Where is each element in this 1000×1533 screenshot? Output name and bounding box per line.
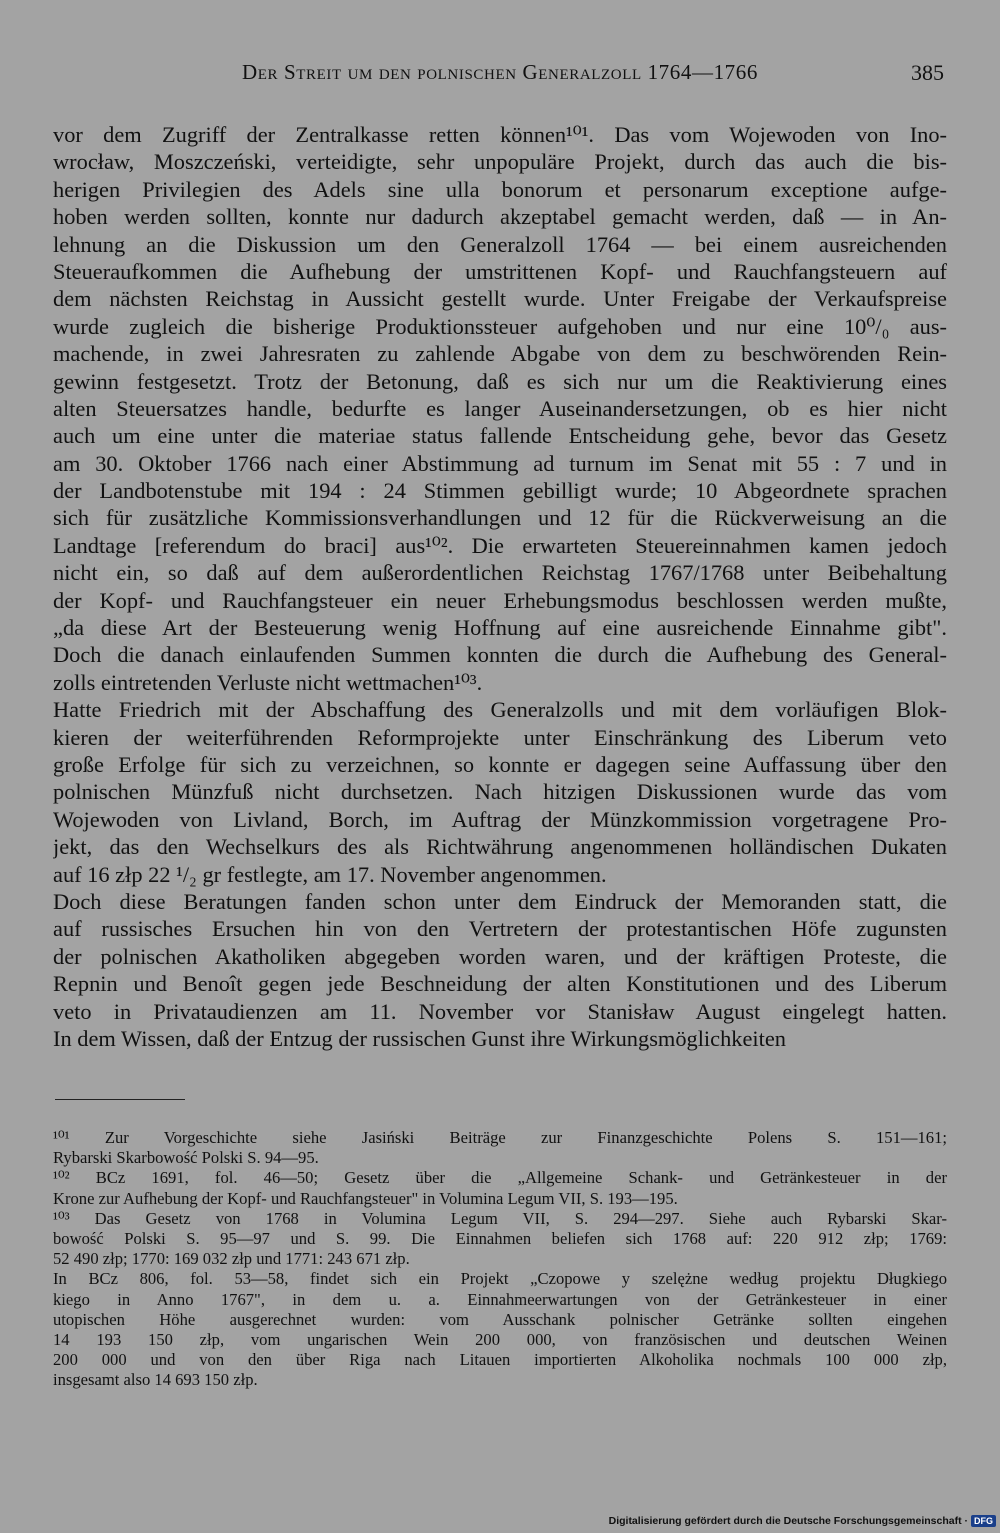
footnote-line: ¹⁰² BCz 1691, fol. 46—50; Gesetz über die „Allgemeine Schank- und Getränkesteuer in der <box>53 1168 947 1188</box>
body-line: sich für zusätzliche Kommissionsverhandlungen und 12 für die Rückverweisung an die <box>53 505 947 531</box>
body-line: Wojewoden von Livland, Borch, im Auftrag der Münzkommission vorgetragene Pro- <box>53 806 947 832</box>
body-line: dem nächsten Reichstag in Aussicht gestellt wurde. Unter Freigabe der Verkaufspreise <box>53 286 947 312</box>
footnote-line: ¹⁰¹ Zur Vorgeschichte siehe Jasiński Beiträge zur Finanzgeschichte Polens S. 151—161; <box>53 1128 947 1147</box>
body-line: wurde zugleich die bisherige Produktionssteuer aufgehoben und nur eine 10⁰/₀ aus- <box>53 313 947 339</box>
footnote-line: In BCz 806, fol. 53—58, findet sich ein Projekt „Czopowe y szelężne według projektu Długkiego <box>53 1269 947 1289</box>
footnote-line: kiego in Anno 1767", in dem u. a. Einnahmeerwartungen von der Getränkesteuer in einer <box>53 1289 947 1309</box>
body-line: Doch diese Beratungen fanden schon unter dem Eindruck der Memoranden statt, die <box>53 888 947 914</box>
footnote-line: bowość Polski S. 95—97 und S. 99. Die Einnahmen beliefen sich 1768 auf: 220 912 złp; 1769: <box>53 1228 947 1248</box>
body-line: Repnin und Benoît gegen jede Beschneidung der alten Konstitutionen und des Liberum <box>53 971 947 997</box>
footnote-line: utopischen Höhe ausgerechnet wurden: vom Ausschank polnischer Getränke sollten eingehen <box>53 1309 947 1329</box>
body-line: vor dem Zugriff der Zentralkasse retten können¹⁰¹. Das vom Wojewoden von Ino- <box>53 122 947 147</box>
footnote-line: 14 193 150 złp, vom ungarischen Wein 200 000, von französischen und deutschen Weinen <box>53 1329 947 1349</box>
body-line: alten Steuersatzes handle, bedurfte es langer Auseinandersetzungen, ob es hier nicht <box>53 395 947 421</box>
footnote-line: 52 490 złp; 1770: 169 032 złp und 1771: 243 671 złp. <box>53 1249 410 1269</box>
body-line: auch um eine unter die materiae status fallende Entscheidung gehe, bevor das Gesetz <box>53 423 947 449</box>
digitization-banner <box>609 1513 996 1529</box>
body-line: der polnischen Akatholiken abgegeben worden waren, und der kräftigen Proteste, die <box>53 943 947 969</box>
body-text <box>53 121 947 1052</box>
page-number: 385 <box>911 60 944 85</box>
body-line: lehnung an die Diskussion um den Generalzoll 1764 — bei einem ausreichenden <box>53 231 947 257</box>
footnote-line: 200 000 und von den über Riga nach Litauen importierten Alkoholika nochmals 100 000 złp, <box>53 1350 947 1370</box>
footnote-line: insgesamt also 14 693 150 złp. <box>53 1370 258 1390</box>
body-line: machende, in zwei Jahresraten zu zahlende Abgabe von dem zu beschwörenden Rein- <box>53 341 947 367</box>
body-line: der Landbotenstube mit 194 : 24 Stimmen gebilligt wurde; 10 Abgeordnete sprachen <box>53 478 947 504</box>
running-title: Der Streit um den polnischen Generalzoll 1764—1766 <box>242 60 758 84</box>
body-line: der Kopf- und Rauchfangsteuer ein neuer Erhebungsmodus beschlossen werden mußte, <box>53 587 947 613</box>
body-line: veto in Privataudienzen am 11. November vor Stanisław August eingelegt hatten. <box>53 998 947 1024</box>
footnote-line: Rybarski Skarbowość Polski S. 94—95. <box>53 1148 319 1168</box>
body-line: jekt, das den Wechselkurs des als Richtwährung angenommenen holländischen Dukaten <box>53 834 947 860</box>
body-line: herigen Privilegien des Adels sine ulla bonorum et personarum exceptione aufge- <box>53 176 947 202</box>
body-line: Steueraufkommen die Aufhebung der umstrittenen Kopf- und Rauchfangsteuern auf <box>53 258 947 284</box>
body-line: In dem Wissen, daß der Entzug der russischen Gunst ihre Wirkungsmöglichkeiten <box>53 1025 786 1051</box>
footnote-line: Krone zur Aufhebung der Kopf- und Rauchfangsteuer" in Volumina Legum VII, S. 193—195. <box>53 1188 678 1208</box>
footnote-line: ¹⁰³ Das Gesetz von 1768 in Volumina Legum VII, S. 294—297. Siehe auch Rybarski Skar- <box>53 1208 947 1228</box>
body-line: gewinn festgesetzt. Trotz der Betonung, daß es sich nur um die Reaktivierung eines <box>53 368 947 394</box>
body-line: am 30. Oktober 1766 nach einer Abstimmung ad turnum im Senat mit 55 : 7 und in <box>53 450 947 476</box>
body-line: Landtage [referendum do braci] aus¹⁰². Die erwarteten Steuereinnahmen kamen jedoch <box>53 532 947 558</box>
body-line: polnischen Münzfuß nicht durchsetzen. Nach hitzigen Diskussionen wurde das vom <box>53 779 947 805</box>
body-line: kieren der weiterführenden Reformprojekte unter Einschränkung des Liberum veto <box>53 724 947 750</box>
body-line: große Erfolge für sich zu verzeichnen, so konnte er dagegen seine Auffassung über den <box>53 751 947 777</box>
footnotes <box>53 1128 947 1390</box>
body-line: hoben werden sollten, konnte nur dadurch akzeptabel gemacht werden, daß — in An- <box>53 204 947 230</box>
body-line: Hatte Friedrich mit der Abschaffung des Generalzolls und mit dem vorläufigen Blok- <box>53 697 947 723</box>
body-line: „da diese Art der Besteuerung wenig Hoffnung auf eine ausreichende Einnahme gibt". <box>53 615 947 641</box>
body-line: zolls eintretenden Verluste nicht wettmachen¹⁰³. <box>53 669 483 695</box>
body-line: Doch die danach einlaufenden Summen konnten die durch die Aufhebung des General- <box>53 642 947 668</box>
body-line: nicht ein, so daß auf dem außerordentlichen Reichstag 1767/1768 unter Beibehaltung <box>53 560 947 586</box>
body-line: wrocław, Moszczeński, verteidigte, sehr unpopuläre Projekt, durch das auch die bis- <box>53 149 947 175</box>
dfg-logo: DFG <box>971 1515 996 1527</box>
page-header <box>0 60 1000 96</box>
body-line: auf russisches Ersuchen hin von den Vertretern der protestantischen Höfe zugunsten <box>53 916 947 942</box>
banner-text: Digitalisierung gefördert durch die Deutsche Forschungsgemeinschaft · <box>608 1515 968 1527</box>
footnote-rule <box>55 1099 185 1100</box>
body-line: auf 16 złp 22 ¹/₂ gr festlegte, am 17. November angenommen. <box>53 861 607 887</box>
